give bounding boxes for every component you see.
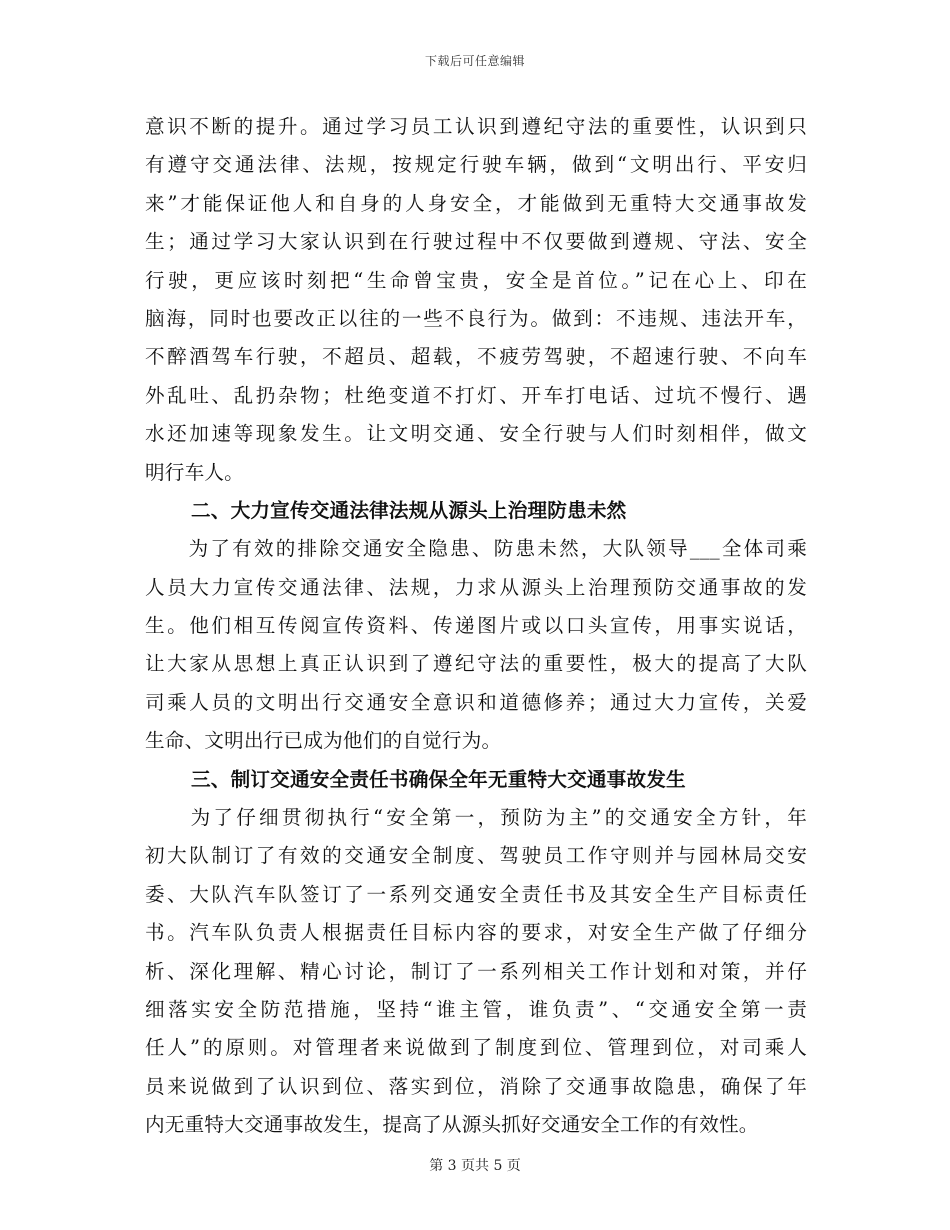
body-line: 人员大力宣传交通法律、法规，力求从源头上治理预防交通事故的发 [145, 575, 807, 599]
body-line: 初大队制订了有效的交通安全制度、驾驶员工作守则并与园林局交安 [145, 844, 807, 868]
body-line: 让大家从思想上真正认识到了遵纪守法的重要性，极大的提高了大队 [145, 652, 807, 676]
body-line: 任人”的原则。对管理者来说做到了制度到位、管理到位，对司乘人 [145, 1036, 807, 1060]
body-line: 细落实安全防范措施，坚持“谁主管，谁负责”、“交通安全第一责 [145, 997, 807, 1021]
body-line: 司乘人员的文明出行交通安全意识和道德修养；通过大力宣传，关爱 [145, 690, 807, 714]
body-line: 外乱吐、乱扔杂物；杜绝变道不打灯、开车打电话、过坑不慢行、遇 [145, 383, 807, 407]
body-line: 生命、文明出行已成为他们的自觉行为。 [145, 729, 502, 753]
body-line: 析、深化理解、精心讨论，制订了一系列相关工作计划和对策，并仔 [145, 959, 807, 983]
page-footer: 第 3 页共 5 页 [429, 1158, 521, 1174]
body-line: 生。他们相互传阅宣传资料、传递图片或以口头宣传，用事实说话， [145, 614, 807, 638]
body-line: 生；通过学习大家认识到在行驶过程中不仅要做到遵规、守法、安全 [145, 230, 807, 254]
body-line: 员来说做到了认识到位、落实到位，消除了交通事故隐患，确保了年 [145, 1074, 807, 1098]
body-line: 来”才能保证他人和自身的人身安全，才能做到无重特大交通事故发 [145, 191, 807, 215]
body-line: 有遵守交通法律、法规，按规定行驶车辆，做到“文明出行、平安归 [145, 153, 807, 177]
body-line: 书。汽车队负责人根据责任目标内容的要求，对安全生产做了仔细分 [145, 921, 807, 945]
section-heading: 三、制订交通安全责任书确保全年无重特大交通事故发生 [191, 767, 686, 791]
body-line: 为了有效的排除交通安全隐患、防患未然，大队领导___全体司乘 [145, 537, 807, 561]
body-line: 委、大队汽车队签订了一系列交通安全责任书及其安全生产目标责任 [145, 882, 807, 906]
body-line: 明行车人。 [145, 460, 244, 484]
section-heading: 二、大力宣传交通法律法规从源头上治理防患未然 [191, 498, 627, 522]
body-line: 为了仔细贯彻执行“安全第一，预防为主”的交通安全方针，年 [145, 806, 807, 830]
body-line: 意识不断的提升。通过学习员工认识到遵纪守法的重要性，认识到只 [145, 115, 807, 138]
body-line: 水还加速等现象发生。让文明交通、安全行驶与人们时刻相伴，做文 [145, 422, 807, 446]
document-body [145, 108, 807, 1145]
body-line: 脑海，同时也要改正以往的一些不良行为。做到：不违规、违法开车， [145, 306, 807, 330]
body-line: 内无重特大交通事故发生，提高了从源头抓好交通安全工作的有效性。 [145, 1113, 759, 1137]
page-header: 下载后可任意编辑 [424, 54, 525, 68]
body-line: 不醉酒驾车行驶，不超员、超载，不疲劳驾驶，不超速行驶、不向车 [145, 345, 807, 369]
body-line: 行驶，更应该时刻把“生命曾宝贵，安全是首位。”记在心上、印在 [145, 268, 807, 292]
